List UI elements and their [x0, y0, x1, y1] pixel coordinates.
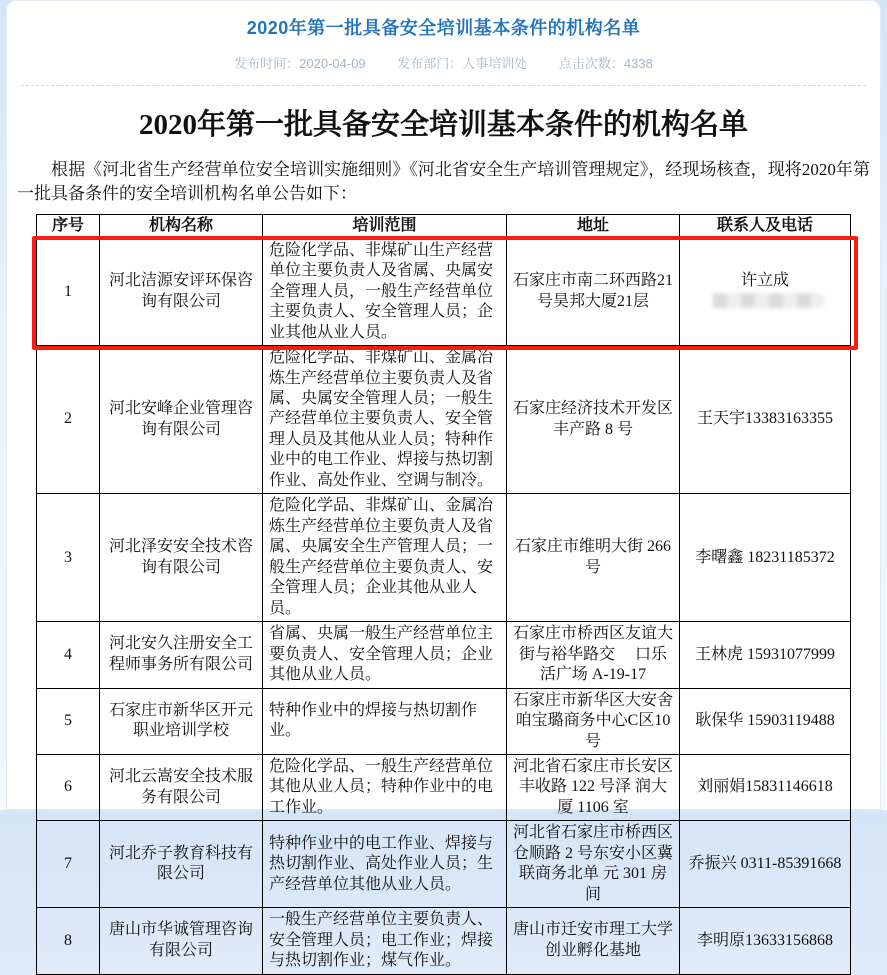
address-cell: 石家庄市新华区大安舍咱宝璐商务中心C区10号	[507, 688, 680, 754]
contact-cell: 乔振兴 0311-85391668	[680, 821, 851, 908]
article-meta	[7, 53, 880, 72]
content-card	[6, 0, 881, 970]
column-header: 培训范围	[263, 215, 507, 238]
scope-cell: 危险化学品、非煤矿山、金属冶炼生产经营单位主要负责人及省属、央属安全管理人员；一般生产经营单位主要负责人、安全管理人员及其他从业人员；特种作业中的电工作业、焊接与热切割作业、高处作业、空调与制冷。	[263, 346, 507, 494]
seq-cell: 8	[37, 908, 100, 974]
contact-cell: 王天宇13383163355	[680, 346, 851, 494]
seq-cell: 7	[37, 821, 100, 908]
org-name-cell: 河北乔子教育科技有限公司	[100, 821, 263, 908]
column-header: 联系人及电话	[680, 215, 851, 238]
address-cell: 石家庄市南二环西路21号昊邦大厦21层	[507, 238, 680, 345]
scope-cell: 特种作业中的焊接与热切割作业。	[263, 688, 507, 754]
address-cell: 石家庄市桥西区友谊大街与裕华路交 口乐活广场 A-19-17	[507, 622, 680, 688]
org-name-cell: 石家庄市新华区开元职业培训学校	[100, 688, 263, 754]
publish-time: 发布时间：2020-04-09	[234, 56, 366, 71]
table-row	[37, 494, 851, 622]
address-cell: 石家庄市维明大街 266 号	[507, 494, 680, 622]
contact-cell: 李明原13633156868	[680, 908, 851, 974]
table-row	[37, 238, 851, 345]
org-name-cell: 河北泽安安全技术咨询有限公司	[100, 494, 263, 622]
table-row	[37, 754, 851, 820]
org-name-cell: 河北洁源安评环保咨询有限公司	[100, 238, 263, 345]
column-header: 地址	[507, 215, 680, 238]
dashed-divider	[21, 85, 866, 86]
seq-cell: 5	[37, 688, 100, 754]
scope-cell: 危险化学品、一般生产经营单位其他从业人员；特种作业中的电工作业。	[263, 754, 507, 820]
document-title: 2020年第一批具备安全培训基本条件的机构名单	[138, 109, 748, 141]
scope-cell: 一般生产经营单位主要负责人、安全管理人员；电工作业；焊接与热切割作业；煤气作业。	[263, 908, 507, 974]
contact-cell: 李曙鑫 18231185372	[680, 494, 851, 622]
seq-cell: 2	[37, 346, 100, 494]
seq-cell: 3	[37, 494, 100, 622]
intro-paragraph: 根据《河北省生产经营单位安全培训实施细则》《河北省安全生产培训管理规定》，经现场核查，现将2020年第一批具备条件的安全培训机构名单公告如下：	[17, 160, 870, 204]
page-title: 2020年第一批具备安全培训基本条件的机构名单	[246, 18, 641, 38]
scope-cell: 省属、央属一般生产经营单位主要负责人、安全管理人员；企业其他从业人员。	[263, 622, 507, 688]
address-cell: 河北省石家庄市长安区丰收路 122 号泽 润大厦 1106 室	[507, 754, 680, 820]
publish-department: 发布部门：人事培训处	[397, 56, 528, 71]
organizations-table	[36, 214, 851, 974]
table-row	[37, 908, 851, 974]
org-name-cell: 河北云嵩安全技术服务有限公司	[100, 754, 263, 820]
contact-cell: 王林虎 15931077999	[680, 622, 851, 688]
org-name-cell: 唐山市华诚管理咨询有限公司	[100, 908, 263, 974]
contact-cell: 许立成	[680, 238, 851, 345]
org-name-cell: 河北安峰企业管理咨询有限公司	[100, 346, 263, 494]
column-header: 机构名称	[100, 215, 263, 238]
org-name-cell: 河北安久注册安全工程师事务所有限公司	[100, 622, 263, 688]
click-count: 点击次数：4338	[558, 56, 653, 71]
address-cell: 石家庄经济技术开发区丰产路 8 号	[507, 346, 680, 494]
table-row	[37, 688, 851, 754]
page-header	[7, 1, 880, 86]
scope-cell: 危险化学品、非煤矿山、金属冶炼生产经营单位主要负责人及省属、央属安全生产管理人员；一般生产经营单位主要负责人、安全管理人员；企业其他从业人员。	[263, 494, 507, 622]
column-header: 序号	[37, 215, 100, 238]
table-row	[37, 821, 851, 908]
contact-cell: 刘丽娟15831146618	[680, 754, 851, 820]
table-row	[37, 346, 851, 494]
scope-cell: 危险化学品、非煤矿山生产经营单位主要负责人及省属、央属安全管理人员，一般生产经营单位主要负责人、安全管理人员；企业其他从业人员。	[263, 238, 507, 345]
redacted-phone	[713, 293, 825, 308]
address-cell: 河北省石家庄市桥西区仓顺路 2 号东安小区冀联商务北单 元 301 房间	[507, 821, 680, 908]
table-row	[37, 622, 851, 688]
seq-cell: 4	[37, 622, 100, 688]
address-cell: 唐山市迁安市理工大学创业孵化基地	[507, 908, 680, 974]
contact-cell: 耿保华 15903119488	[680, 688, 851, 754]
seq-cell: 1	[37, 238, 100, 345]
table-header-row	[37, 215, 851, 238]
scope-cell: 特种作业中的电工作业、焊接与热切割作业、高处作业人员；生产经营单位其他从业人员。	[263, 821, 507, 908]
seq-cell: 6	[37, 754, 100, 820]
